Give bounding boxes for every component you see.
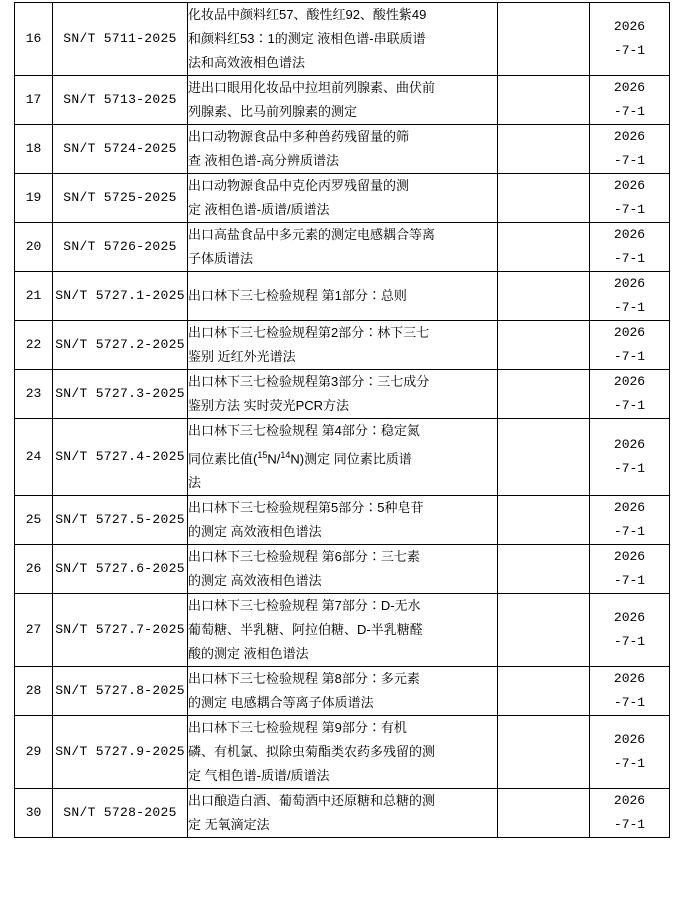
replaced-standard-cell [498,545,590,594]
date-line: -7-1 [613,573,646,589]
table-row [15,125,670,174]
standard-name-line: 磷、有机氯、拟除虫菊酯类农药多残留的测 [188,744,436,760]
replaced-standard-cell [498,496,590,545]
standard-name-line: 子体质谱法 [188,251,254,266]
table-row [15,370,670,419]
row-index-cell: 21 [15,272,53,321]
standard-name-line: 出口林下三七检验规程 第8部分∶多元素 [188,671,420,687]
standard-name-line: 法和高效液相色谱法 [188,55,306,70]
row-index-cell: 16 [15,3,53,76]
replaced-standard-cell [498,716,590,789]
standard-name-line: 列腺素、比马前列腺素的测定 [188,104,358,119]
row-index-cell: 30 [15,789,53,838]
date-line: -7-1 [613,817,646,833]
row-index-cell: 24 [15,419,53,496]
table-row [15,3,670,76]
standard-name-cell [188,716,498,789]
standard-name-cell [188,272,498,321]
table-row [15,594,670,667]
implementation-date-cell [590,125,670,174]
date-line: -7-1 [613,104,646,119]
date-line: 2026 [613,129,646,144]
row-index-cell: 20 [15,223,53,272]
replaced-standard-cell [498,594,590,667]
date-line: 2026 [613,549,646,565]
standard-name-line: 酸的测定 液相色谱法 [188,646,309,662]
standard-name-line: 定 气相色谱-质谱/质谱法 [188,768,330,784]
standard-name-cell [188,223,498,272]
standard-name-line: 和颜料红53∶1的测定 液相色谱-串联质谱 [188,31,426,46]
standard-code-cell: SN/T 5727.8-2025 [53,667,188,716]
replaced-standard-cell [498,789,590,838]
table-row [15,223,670,272]
table-row [15,76,670,125]
table-row [15,789,670,838]
standard-name-line: 的测定 高效液相色谱法 [188,573,322,589]
standard-name-line: 定 无氧滴定法 [188,817,270,833]
implementation-date-cell [590,76,670,125]
standard-name-line: 葡萄糖、半乳糖、阿拉伯糖、D-半乳糖醛 [188,622,423,638]
replaced-standard-cell [498,76,590,125]
standard-code-cell: SN/T 5728-2025 [53,789,188,838]
date-line: 2026 [613,500,646,516]
standard-name-line: 的测定 电感耦合等离子体质谱法 [188,695,374,711]
standard-name-line: 查 液相色谱-高分辨质谱法 [188,153,339,168]
standard-code-cell: SN/T 5711-2025 [53,3,188,76]
standard-name-line: 出口林下三七检验规程 第1部分∶总则 [188,288,407,303]
date-line: -7-1 [613,300,646,315]
implementation-date-cell [590,594,670,667]
date-line: 2026 [613,671,646,687]
standard-code-cell: SN/T 5727.2-2025 [53,321,188,370]
date-line: -7-1 [613,461,646,477]
row-index-cell: 29 [15,716,53,789]
standard-code-cell: SN/T 5726-2025 [53,223,188,272]
standard-code-cell: SN/T 5727.9-2025 [53,716,188,789]
standard-code-cell: SN/T 5727.3-2025 [53,370,188,419]
standard-code-cell: SN/T 5724-2025 [53,125,188,174]
date-line: 2026 [613,227,646,242]
date-line: 2026 [613,732,646,748]
row-index-cell: 28 [15,667,53,716]
standard-name-cell [188,3,498,76]
standard-name-line: 出口林下三七检验规程第2部分∶林下三七 [188,325,430,340]
standard-name-cell [188,370,498,419]
date-line: -7-1 [613,349,646,364]
implementation-date-cell [590,321,670,370]
standard-name-line: 出口林下三七检验规程 第6部分∶三七素 [188,549,420,565]
table-row [15,667,670,716]
date-line: -7-1 [613,43,646,58]
date-line: -7-1 [613,202,646,217]
date-line: 2026 [613,80,646,95]
standard-code-cell: SN/T 5727.5-2025 [53,496,188,545]
implementation-date-cell [590,667,670,716]
row-index-cell: 19 [15,174,53,223]
standard-name-line: 出口酿造白酒、葡萄酒中还原糖和总糖的测 [188,793,436,809]
standard-name-line: 出口林下三七检验规程第3部分∶三七成分 [188,374,430,389]
row-index-cell: 25 [15,496,53,545]
implementation-date-cell [590,545,670,594]
standard-name-line: 出口林下三七检验规程 第9部分∶有机 [188,720,407,736]
standard-name-cell [188,496,498,545]
replaced-standard-cell [498,3,590,76]
date-line: 2026 [613,276,646,291]
date-line: -7-1 [613,153,646,168]
implementation-date-cell [590,174,670,223]
standard-name-line: 出口林下三七检验规程 第7部分∶D-无水 [188,598,421,614]
standard-name-line: 化妆品中颜料红57、酸性红92、酸性紫49 [188,7,427,22]
standard-name-line: 出口林下三七检验规程第5部分∶5种皂苷 [188,500,424,516]
standard-name-line: 定 液相色谱-质谱/质谱法 [188,202,330,217]
standard-name-cell [188,594,498,667]
table-row [15,272,670,321]
standard-name-line: 的测定 高效液相色谱法 [188,524,322,540]
implementation-date-cell [590,3,670,76]
date-line: 2026 [613,437,646,453]
implementation-date-cell [590,716,670,789]
row-index-cell: 27 [15,594,53,667]
standard-code-cell: SN/T 5713-2025 [53,76,188,125]
replaced-standard-cell [498,223,590,272]
date-line: 2026 [613,178,646,193]
table-row [15,496,670,545]
table-row [15,321,670,370]
standard-name-line: 出口动物源食品中克伦丙罗残留量的测 [188,178,410,193]
row-index-cell: 18 [15,125,53,174]
date-line: -7-1 [613,251,646,266]
implementation-date-cell [590,370,670,419]
date-line: 2026 [613,19,646,34]
standard-code-cell: SN/T 5727.7-2025 [53,594,188,667]
implementation-date-cell [590,496,670,545]
date-line: 2026 [613,610,646,626]
replaced-standard-cell [498,370,590,419]
standard-name-line: 出口林下三七检验规程 第4部分∶稳定氮 [188,423,420,438]
implementation-date-cell [590,272,670,321]
row-index-cell: 23 [15,370,53,419]
date-line: 2026 [613,793,646,809]
standard-name-cell [188,667,498,716]
standard-name-cell [188,789,498,838]
table-row [15,545,670,594]
replaced-standard-cell [498,667,590,716]
standards-table [14,2,670,838]
standard-name-line: 法 [188,475,202,491]
table-row [15,716,670,789]
table-row [15,419,670,496]
standard-code-cell: SN/T 5727.1-2025 [53,272,188,321]
standard-name-line: 出口高盐食品中多元素的测定电感耦合等离 [188,227,436,242]
replaced-standard-cell [498,272,590,321]
standard-code-cell: SN/T 5725-2025 [53,174,188,223]
standard-name-cell [188,76,498,125]
standard-name-cell [188,545,498,594]
standard-name-line: 进出口眼用化妆品中拉坦前列腺素、曲伏前 [188,80,436,95]
table-body [15,3,670,838]
implementation-date-cell [590,419,670,496]
implementation-date-cell [590,223,670,272]
document-page [0,2,685,915]
standard-name-line: 鉴别 近红外光谱法 [188,349,296,364]
date-line: 2026 [613,325,646,340]
standard-name-cell [188,321,498,370]
standard-name-cell [188,174,498,223]
date-line: -7-1 [613,756,646,772]
standard-code-cell: SN/T 5727.4-2025 [53,419,188,496]
standard-name-line: 出口动物源食品中多种兽药残留量的筛 [188,129,410,144]
replaced-standard-cell [498,174,590,223]
table-row [15,174,670,223]
date-line: -7-1 [613,524,646,540]
date-line: -7-1 [613,398,646,413]
standard-code-cell: SN/T 5727.6-2025 [53,545,188,594]
standard-name-line: 鉴别方法 实时荧光PCR方法 [188,398,350,413]
standard-name-line: 同位素比值($^{15}$N/$^{14}$N)测定 同位素比质谱 [188,450,412,467]
row-index-cell: 22 [15,321,53,370]
standard-name-cell [188,125,498,174]
replaced-standard-cell [498,419,590,496]
row-index-cell: 26 [15,545,53,594]
date-line: -7-1 [613,695,646,711]
implementation-date-cell [590,789,670,838]
replaced-standard-cell [498,321,590,370]
row-index-cell: 17 [15,76,53,125]
date-line: -7-1 [613,634,646,650]
standard-name-cell [188,419,498,496]
replaced-standard-cell [498,125,590,174]
date-line: 2026 [613,374,646,389]
